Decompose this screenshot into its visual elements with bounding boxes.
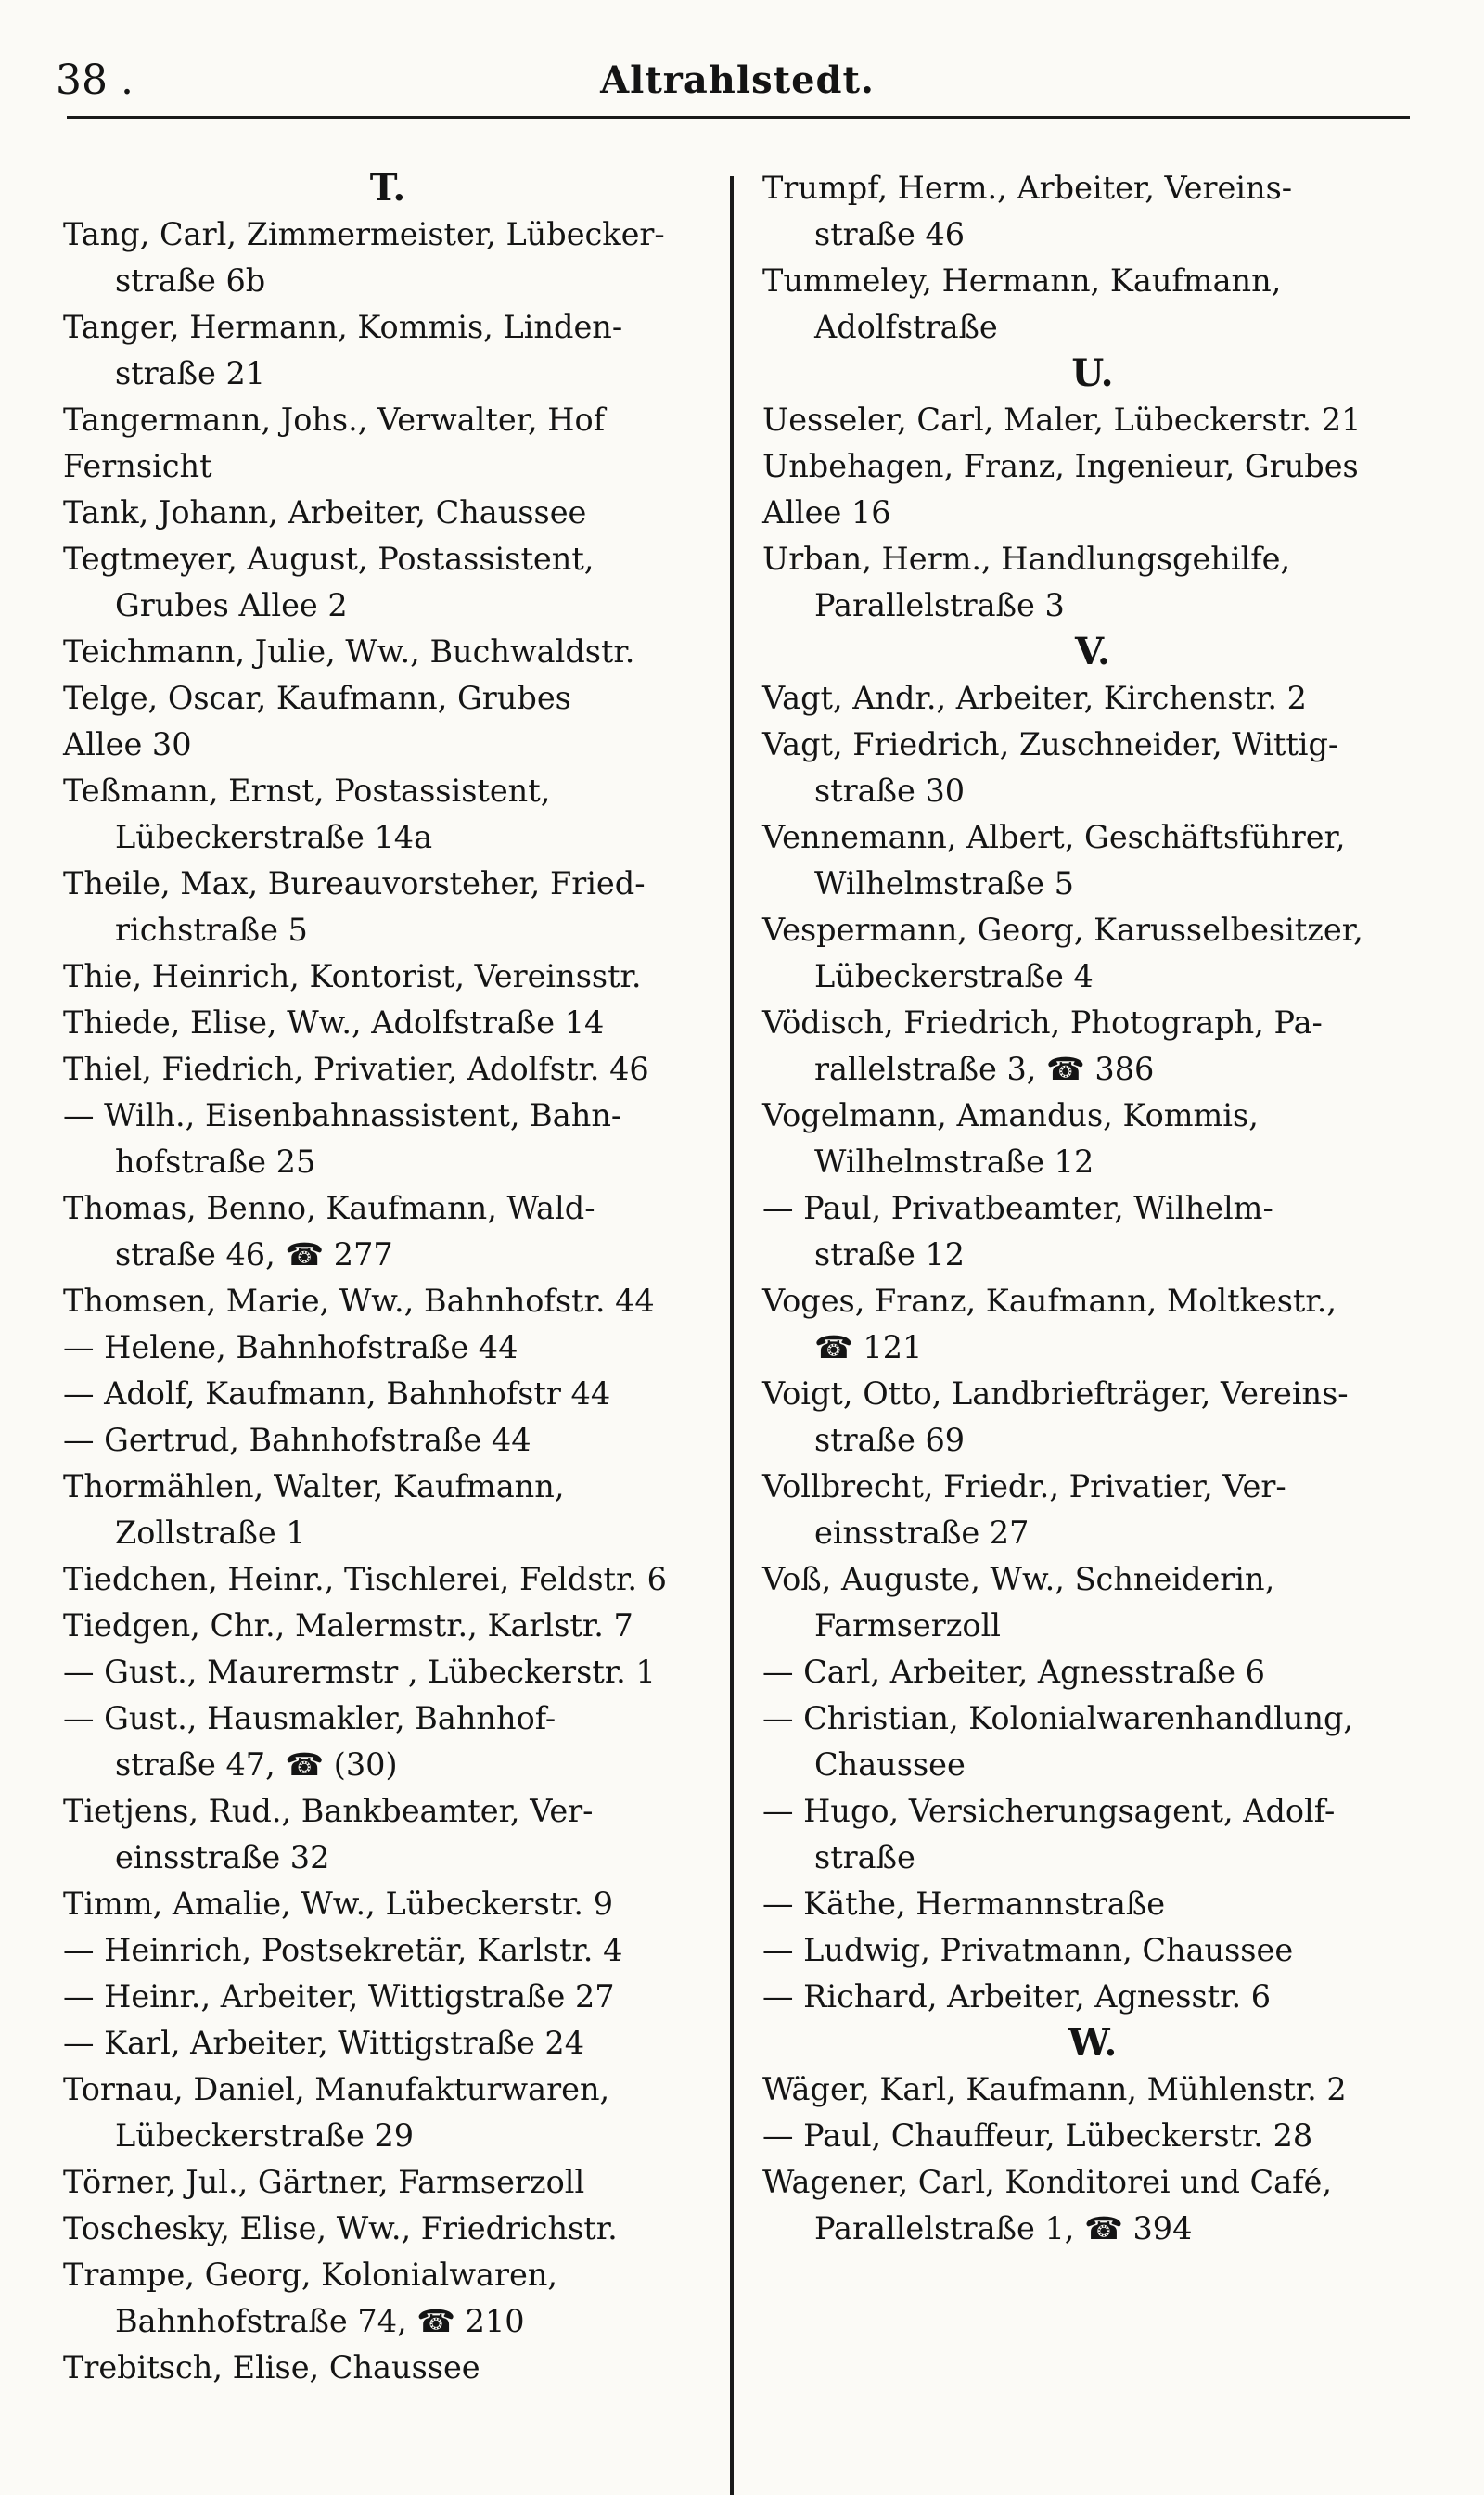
directory-line: rallelstraße 3, ☎ 386 (814, 1051, 1155, 1087)
directory-line: — Heinrich, Postsekretär, Karlstr. 4 (63, 1932, 623, 1968)
directory-line: Wilhelmstraße 12 (814, 1144, 1094, 1180)
directory-line: Lübeckerstraße 14a (115, 819, 433, 855)
directory-line: Vespermann, Georg, Karusselbesitzer, (762, 912, 1363, 948)
directory-line: Thiel, Fiedrich, Privatier, Adolfstr. 46 (63, 1051, 649, 1087)
page-header (56, 48, 1419, 113)
directory-line: Tiedchen, Heinr., Tischlerei, Feldstr. 6 (63, 1561, 667, 1597)
directory-line: — Ludwig, Privatmann, Chaussee (762, 1932, 1294, 1968)
entry-list-t (63, 211, 712, 2391)
directory-line: ☎ 121 (814, 1329, 923, 1365)
entry-list-v (762, 675, 1423, 2020)
directory-line: Vagt, Friedrich, Zuschneider, Wittig- (762, 726, 1339, 762)
directory-line: — Käthe, Hermannstraße (762, 1886, 1166, 1922)
directory-line: Allee 30 (63, 726, 192, 762)
directory-line: straße (814, 1839, 915, 1875)
directory-line: Farmserzoll (814, 1607, 1001, 1644)
directory-line: Vödisch, Friedrich, Photograph, Pa- (762, 1004, 1323, 1041)
directory-line: Voges, Franz, Kaufmann, Moltkestr., (762, 1283, 1337, 1319)
directory-line: Trebitsch, Elise, Chaussee (63, 2349, 480, 2386)
directory-line: Theile, Max, Bureauvorsteher, Fried- (63, 865, 646, 902)
directory-line: Wäger, Karl, Kaufmann, Mühlenstr. 2 (762, 2071, 1347, 2107)
running-title: Altrahlstedt. (600, 58, 875, 102)
directory-line: straße 21 (115, 355, 266, 391)
directory-line: — Helene, Bahnhofstraße 44 (63, 1329, 518, 1365)
directory-line: Grubes Allee 2 (115, 587, 348, 623)
directory-line: straße 46 (814, 216, 966, 252)
entry-list-t-continued (762, 165, 1423, 351)
directory-line: Tangermann, Johs., Verwalter, Hof (63, 402, 606, 438)
directory-line: Bahnhofstraße 74, ☎ 210 (115, 2303, 525, 2339)
column-divider (730, 176, 734, 2495)
directory-line: hofstraße 25 (115, 1144, 316, 1180)
directory-line: Tank, Johann, Arbeiter, Chaussee (63, 494, 587, 531)
directory-line: Vagt, Andr., Arbeiter, Kirchenstr. 2 (762, 680, 1307, 716)
directory-line: straße 46, ☎ 277 (115, 1236, 393, 1273)
directory-line: Allee 16 (762, 494, 891, 531)
directory-line: richstraße 5 (115, 912, 308, 948)
directory-line: Tietjens, Rud., Bankbeamter, Ver- (63, 1793, 594, 1829)
right-column (762, 165, 1423, 2252)
directory-line: Trampe, Georg, Kolonialwaren, (63, 2257, 558, 2293)
directory-line: — Wilh., Eisenbahnassistent, Bahn- (63, 1097, 622, 1133)
directory-line: Parallelstraße 1, ☎ 394 (814, 2210, 1193, 2246)
directory-line: Tegtmeyer, August, Postassistent, (63, 541, 595, 577)
section-heading-u: U. (1071, 352, 1114, 395)
page-number: 38 . (56, 57, 134, 104)
directory-line: Törner, Jul., Gärtner, Farmserzoll (63, 2164, 585, 2200)
directory-line: Tummeley, Hermann, Kaufmann, (762, 262, 1282, 299)
directory-line: Thomsen, Marie, Ww., Bahnhofstr. 44 (63, 1283, 655, 1319)
directory-line: einsstraße 32 (115, 1839, 330, 1875)
directory-line: Voß, Auguste, Ww., Schneiderin, (762, 1561, 1275, 1597)
directory-line: Vogelmann, Amandus, Kommis, (762, 1097, 1259, 1133)
directory-line: Tornau, Daniel, Manufakturwaren, (63, 2071, 610, 2107)
section-heading-t: T. (369, 166, 406, 210)
directory-line: — Heinr., Arbeiter, Wittigstraße 27 (63, 1978, 615, 2015)
directory-line: Trumpf, Herm., Arbeiter, Vereins- (762, 170, 1293, 206)
directory-line: straße 47, ☎ (30) (115, 1746, 398, 1783)
directory-line: Thiede, Elise, Ww., Adolfstraße 14 (63, 1004, 605, 1041)
directory-line: Teßmann, Ernst, Postassistent, (63, 773, 551, 809)
directory-line: straße 12 (814, 1236, 966, 1273)
directory-line: — Gust., Maurermstr , Lübeckerstr. 1 (63, 1654, 656, 1690)
header-rule (67, 116, 1410, 119)
directory-line: Voigt, Otto, Landbriefträger, Vereins- (762, 1375, 1349, 1412)
directory-line: Zollstraße 1 (115, 1515, 306, 1551)
directory-line: Lübeckerstraße 29 (115, 2118, 415, 2154)
directory-line: Chaussee (814, 1746, 966, 1783)
directory-line: einsstraße 27 (814, 1515, 1030, 1551)
directory-line: Tanger, Hermann, Kommis, Linden- (63, 309, 623, 345)
directory-line: — Carl, Arbeiter, Agnesstraße 6 (762, 1654, 1265, 1690)
directory-line: straße 69 (814, 1422, 966, 1458)
directory-line: Timm, Amalie, Ww., Lübeckerstr. 9 (63, 1886, 614, 1922)
entry-list-w (762, 2066, 1423, 2252)
directory-line: Parallelstraße 3 (814, 587, 1065, 623)
directory-line: — Richard, Arbeiter, Agnesstr. 6 (762, 1978, 1272, 2015)
directory-line: — Hugo, Versicherungsagent, Adolf- (762, 1793, 1336, 1829)
left-column (63, 165, 712, 2391)
directory-line: — Karl, Arbeiter, Wittigstraße 24 (63, 2025, 585, 2061)
directory-line: Wagener, Carl, Konditorei und Café, (762, 2164, 1333, 2200)
entry-list-u (762, 397, 1423, 629)
directory-line: — Christian, Kolonialwarenhandlung, (762, 1700, 1354, 1736)
directory-line: Fernsicht (63, 448, 212, 484)
directory-line: straße 30 (814, 773, 966, 809)
directory-line: Teichmann, Julie, Ww., Buchwaldstr. (63, 633, 635, 670)
directory-line: Thomas, Benno, Kaufmann, Wald- (63, 1190, 595, 1226)
directory-line: Urban, Herm., Handlungsgehilfe, (762, 541, 1291, 577)
directory-line: — Gust., Hausmakler, Bahnhof- (63, 1700, 556, 1736)
directory-line: — Paul, Privatbeamter, Wilhelm- (762, 1190, 1273, 1226)
section-heading-w: W. (1068, 2021, 1118, 2065)
directory-line: Tiedgen, Chr., Malermstr., Karlstr. 7 (63, 1607, 633, 1644)
directory-line: Adolfstraße (814, 309, 998, 345)
directory-line: Vennemann, Albert, Geschäftsführer, (762, 819, 1346, 855)
directory-line: Telge, Oscar, Kaufmann, Grubes (63, 680, 571, 716)
directory-line: — Paul, Chauffeur, Lübeckerstr. 28 (762, 2118, 1313, 2154)
directory-line: — Adolf, Kaufmann, Bahnhofstr 44 (63, 1375, 611, 1412)
directory-line: Toschesky, Elise, Ww., Friedrichstr. (63, 2210, 618, 2246)
directory-line: Vollbrecht, Friedr., Privatier, Ver- (762, 1468, 1286, 1504)
directory-line: Lübeckerstraße 4 (814, 958, 1094, 994)
directory-line: Thormählen, Walter, Kaufmann, (63, 1468, 565, 1504)
directory-line: straße 6b (115, 262, 266, 299)
section-heading-v: V. (1075, 630, 1110, 673)
directory-line: Tang, Carl, Zimmermeister, Lübecker- (63, 216, 665, 252)
directory-line: — Gertrud, Bahnhofstraße 44 (63, 1422, 531, 1458)
directory-line: Uesseler, Carl, Maler, Lübeckerstr. 21 (762, 402, 1362, 438)
directory-line: Unbehagen, Franz, Ingenieur, Grubes (762, 448, 1359, 484)
directory-line: Wilhelmstraße 5 (814, 865, 1074, 902)
directory-line: Thie, Heinrich, Kontorist, Vereinsstr. (63, 958, 642, 994)
